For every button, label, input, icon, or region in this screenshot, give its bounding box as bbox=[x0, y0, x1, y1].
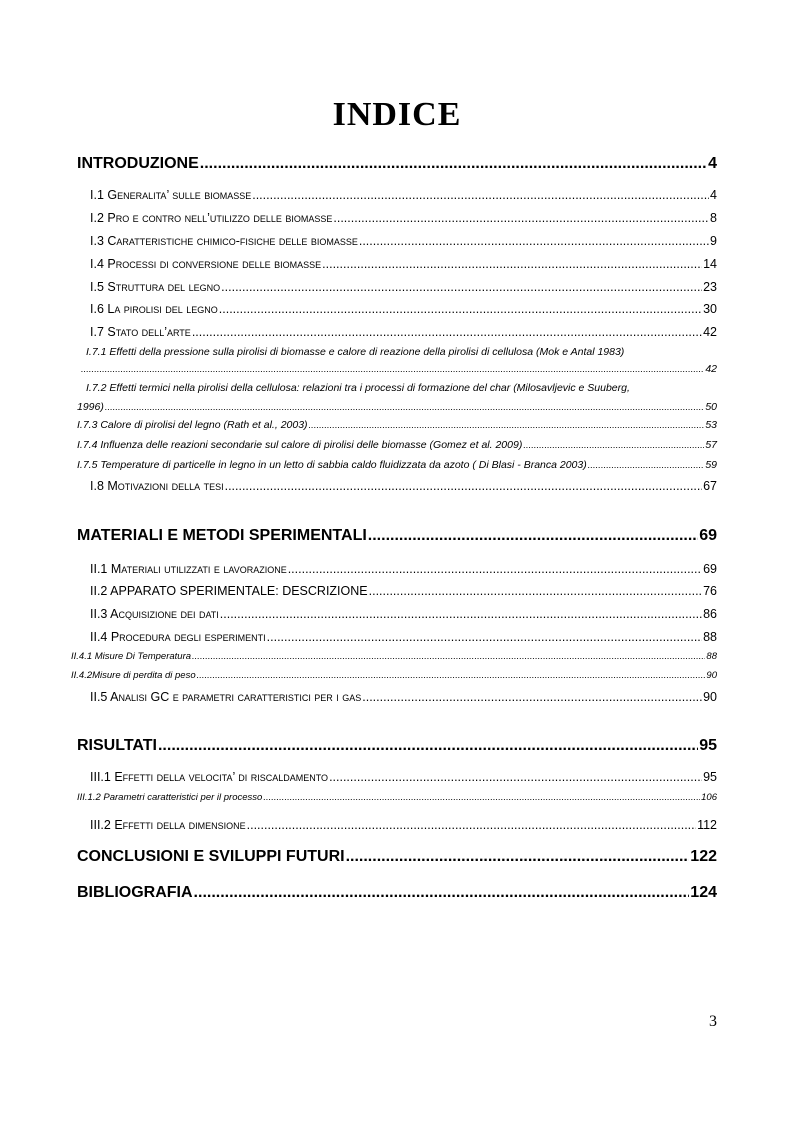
toc-entry-i1[interactable] bbox=[90, 188, 717, 202]
toc-entry-i2[interactable] bbox=[90, 211, 717, 225]
toc-entry-label: I.8 Motivazioni della tesi bbox=[90, 479, 224, 493]
toc-entry-iii12[interactable] bbox=[77, 792, 717, 803]
toc-leader-dots bbox=[368, 527, 698, 545]
toc-entry-page: 9 bbox=[710, 234, 717, 248]
toc-entry-page: 69 bbox=[703, 562, 717, 576]
toc-entry-page: 90 bbox=[706, 670, 717, 681]
toc-entry-i8[interactable] bbox=[90, 479, 717, 493]
toc-leader-dots bbox=[200, 155, 707, 173]
toc-leader-dots bbox=[105, 402, 704, 413]
toc-entry-ii1[interactable] bbox=[90, 562, 717, 576]
toc-entry-label: II.1 Materiali utilizzati e lavorazione bbox=[90, 562, 287, 576]
toc-entry-label: II.4 Procedura degli esperimenti bbox=[90, 630, 266, 644]
toc-entry-page: 88 bbox=[706, 651, 717, 662]
toc-entry-label: I.5 Struttura del legno bbox=[90, 280, 221, 294]
toc-entry-label: II.4.2Misure di perdita di peso bbox=[71, 670, 196, 681]
toc-entry-label: I.7 Stato dell’arte bbox=[90, 325, 191, 339]
toc-entry-page: 4 bbox=[708, 155, 717, 172]
toc-entry-introduzione[interactable] bbox=[77, 155, 717, 173]
toc-entry-ii3[interactable] bbox=[90, 607, 717, 621]
toc-entry-page: 106 bbox=[701, 792, 717, 803]
toc-entry-label: 1996) bbox=[77, 401, 104, 413]
toc-entry-label: III.2 Effetti della dimensione bbox=[90, 818, 246, 832]
toc-entry-page: 53 bbox=[705, 419, 717, 431]
toc-entry-materiali[interactable] bbox=[77, 527, 717, 545]
toc-leader-dots bbox=[247, 818, 696, 832]
toc-leader-dots bbox=[322, 257, 702, 271]
toc-leader-dots bbox=[81, 364, 704, 375]
toc-entry-risultati[interactable] bbox=[77, 737, 717, 755]
toc-entry-label: I.7.3 Calore di pirolisi del legno (Rath et al., 2003) bbox=[77, 419, 308, 431]
toc-entry-page: 59 bbox=[705, 459, 717, 471]
toc-entry-label: II.4.1 Misure Di Temperatura bbox=[71, 651, 192, 662]
toc-leader-dots bbox=[369, 584, 702, 598]
toc-leader-dots bbox=[192, 325, 702, 339]
toc-entry-page: 95 bbox=[699, 737, 717, 754]
toc-entry-label: II.3 Acquisizione dei dati bbox=[90, 607, 219, 621]
toc-entry-label: I.7.5 Temperature di particelle in legno in un letto di sabbia caldo fluidizzata da azoto ( Di Blasi - Branca 2003) bbox=[77, 459, 587, 471]
toc-leader-dots bbox=[267, 630, 702, 644]
toc-entry-page: 86 bbox=[703, 607, 717, 621]
toc-leader-dots bbox=[263, 792, 700, 803]
toc-entry-ii2[interactable] bbox=[90, 584, 717, 598]
toc-entry-i73[interactable] bbox=[77, 419, 717, 431]
toc-leader-dots bbox=[192, 651, 705, 662]
toc-entry-i7[interactable] bbox=[90, 325, 717, 339]
toc-leader-dots bbox=[309, 420, 705, 431]
toc-entry-label: I.3 Caratteristiche chimico-fisiche delle biomasse bbox=[90, 234, 358, 248]
toc-leader-dots bbox=[225, 479, 703, 493]
toc-entry-label: I.1 Generalita’ sulle biomasse bbox=[90, 188, 252, 202]
toc-entry-page: 4 bbox=[710, 188, 717, 202]
toc-entry-ii5[interactable] bbox=[90, 690, 717, 704]
toc-entry-page: 69 bbox=[699, 527, 717, 544]
toc-entry-page: 30 bbox=[703, 302, 717, 316]
toc-entry-page: 76 bbox=[703, 584, 717, 598]
toc-entry-label: RISULTATI bbox=[77, 737, 157, 754]
toc-leader-dots bbox=[359, 234, 709, 248]
toc-entry-ii42[interactable] bbox=[71, 670, 717, 681]
toc-entry-ii4[interactable] bbox=[90, 630, 717, 644]
toc-leader-dots bbox=[346, 848, 690, 866]
toc-entry-i72-label[interactable]: I.7.2 Effetti termici nella pirolisi della cellulosa: relazioni tra i processi di formazione del char (Milosavljevic e Suuberg, bbox=[86, 382, 630, 394]
toc-leader-dots bbox=[329, 770, 702, 784]
toc-entry-iii2[interactable] bbox=[90, 818, 717, 832]
toc-entry-label: III.1.2 Parametri caratteristici per il processo bbox=[77, 792, 263, 803]
page-number: 3 bbox=[709, 1013, 717, 1030]
toc-entry-i4[interactable] bbox=[90, 257, 717, 271]
toc-entry-page: 42 bbox=[703, 325, 717, 339]
toc-entry-label: I.7.4 Influenza delle reazioni secondarie sul calore di pirolisi delle biomasse (Gomez et al. 2009) bbox=[77, 439, 523, 451]
toc-entry-page: 124 bbox=[690, 884, 717, 901]
toc-entry-label: I.4 Processi di conversione delle biomasse bbox=[90, 257, 322, 271]
toc-leader-dots bbox=[523, 440, 704, 451]
toc-leader-dots bbox=[288, 562, 702, 576]
toc-entry-page: 88 bbox=[703, 630, 717, 644]
toc-entry-i72-continuation[interactable] bbox=[77, 401, 717, 413]
toc-leader-dots bbox=[588, 460, 705, 471]
toc-entry-page: 112 bbox=[697, 818, 717, 832]
toc-leader-dots bbox=[333, 211, 709, 225]
toc-entry-page: 8 bbox=[710, 211, 717, 225]
toc-leader-dots bbox=[220, 607, 702, 621]
toc-entry-conclusioni[interactable] bbox=[77, 848, 717, 866]
toc-leader-dots bbox=[221, 280, 702, 294]
toc-leader-dots bbox=[158, 737, 698, 755]
toc-entry-i71-label[interactable]: I.7.1 Effetti della pressione sulla pirolisi di biomasse e calore di reazione della pirolisi di cellulosa (Mok e Antal 1983) bbox=[86, 346, 625, 358]
toc-entry-page: 90 bbox=[703, 690, 717, 704]
toc-entry-ii41[interactable] bbox=[71, 651, 717, 662]
toc-leader-dots bbox=[252, 188, 709, 202]
toc-entry-i3[interactable] bbox=[90, 234, 717, 248]
toc-entry-label: INTRODUZIONE bbox=[77, 155, 199, 172]
toc-entry-i5[interactable] bbox=[90, 280, 717, 294]
toc-entry-page: 50 bbox=[705, 401, 717, 413]
toc-entry-page: 122 bbox=[690, 848, 717, 865]
toc-entry-page: 23 bbox=[703, 280, 717, 294]
toc-entry-i74[interactable] bbox=[77, 439, 717, 451]
toc-entry-label: I.6 La pirolisi del legno bbox=[90, 302, 218, 316]
toc-entry-label: MATERIALI E METODI SPERIMENTALI bbox=[77, 527, 367, 544]
toc-leader-dots bbox=[362, 690, 702, 704]
toc-entry-i6[interactable] bbox=[90, 302, 717, 316]
toc-entry-label: II.5 Analisi GC e parametri caratteristici per i gas bbox=[90, 690, 362, 704]
toc-leader-dots bbox=[194, 884, 690, 902]
toc-entry-label: I.2 Pro e contro nell’utilizzo delle biomasse bbox=[90, 211, 333, 225]
toc-entry-page: 14 bbox=[703, 257, 717, 271]
toc-entry-page: 95 bbox=[703, 770, 717, 784]
toc-leader-dots bbox=[219, 302, 702, 316]
toc-entry-i75[interactable] bbox=[77, 459, 717, 471]
toc-entry-label: BIBLIOGRAFIA bbox=[77, 884, 193, 901]
toc-entry-label: II.2 APPARATO SPERIMENTALE: DESCRIZIONE bbox=[90, 584, 368, 598]
toc-entry-label: CONCLUSIONI E SVILUPPI FUTURI bbox=[77, 848, 345, 865]
toc-entry-iii1[interactable] bbox=[90, 770, 717, 784]
toc-entry-page: 42 bbox=[705, 363, 717, 375]
toc-leader-dots bbox=[197, 670, 706, 681]
toc-entry-page: 57 bbox=[705, 439, 717, 451]
toc-entry-page: 67 bbox=[703, 479, 717, 493]
toc-entry-bibliografia[interactable] bbox=[77, 884, 717, 902]
toc-entry-i71-continuation[interactable] bbox=[80, 363, 717, 375]
page-title: INDICE bbox=[332, 96, 462, 133]
toc-entry-label: III.1 Effetti della velocita’ di riscaldamento bbox=[90, 770, 329, 784]
